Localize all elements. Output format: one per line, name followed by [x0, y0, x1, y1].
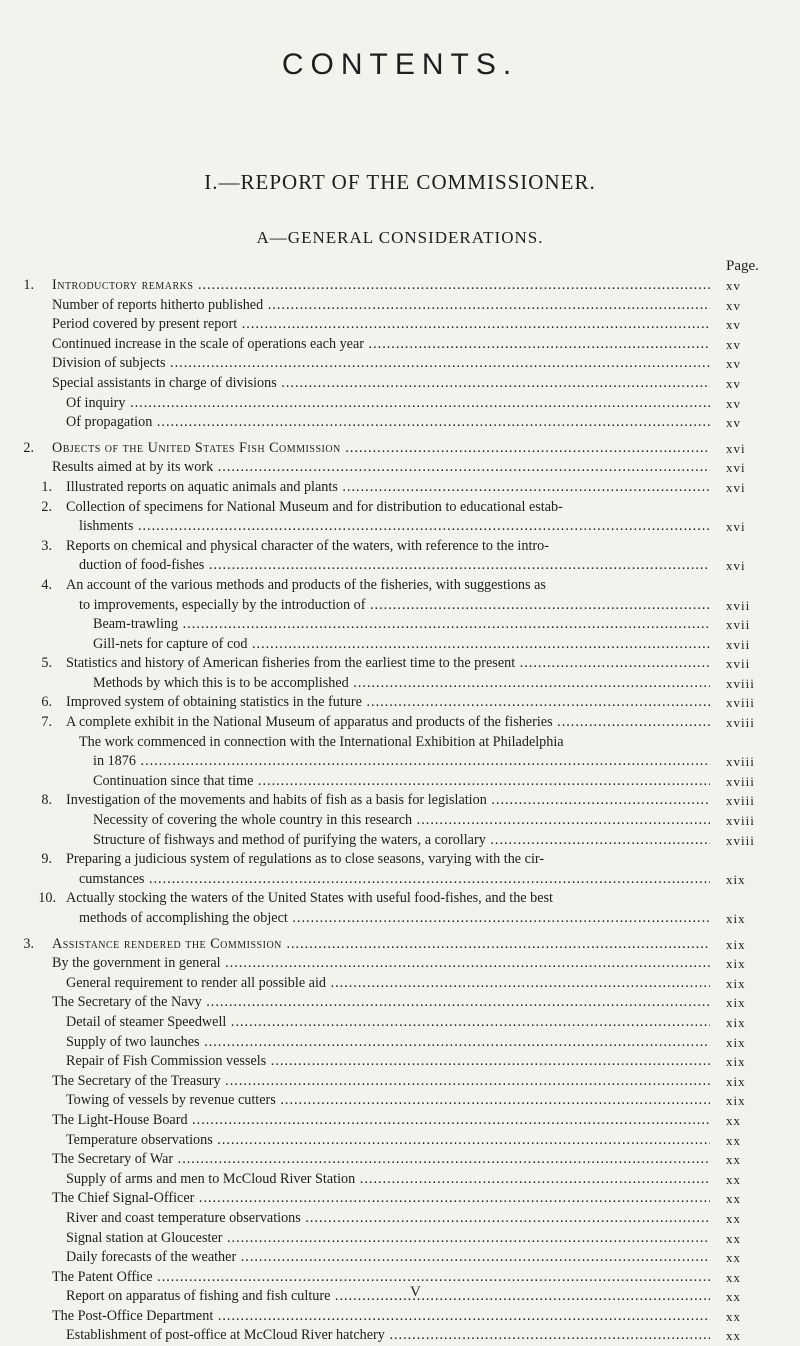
- toc-entry: [0, 1111, 800, 1131]
- toc-entry: [0, 713, 800, 733]
- toc-entry: [0, 517, 800, 537]
- toc-entry-page: xv: [726, 317, 741, 333]
- toc-entry: [0, 654, 800, 674]
- toc-entry-text: Objects of the United States Fish Commission .....: [52, 439, 710, 459]
- toc-entry-page: xvi: [726, 479, 746, 495]
- toc-entry-text: Structure of fishways and method of purifying the waters, a corollary .....: [93, 831, 710, 851]
- toc-entry: [0, 498, 800, 518]
- toc-entry: [0, 1033, 800, 1053]
- toc-entry-page: xvii: [726, 656, 751, 672]
- toc-entry-text: Of propagation .....: [66, 413, 710, 433]
- toc-entry: [0, 909, 800, 929]
- toc-entry-page: xv: [726, 297, 741, 313]
- toc-entry: [0, 733, 800, 753]
- toc-entry: [0, 1268, 800, 1288]
- toc-entry-text: Signal station at Gloucester .....: [66, 1229, 710, 1249]
- toc-entry-page: xx: [726, 1328, 741, 1344]
- toc-entry-page: xix: [726, 936, 746, 952]
- toc-entry-number: 8.: [41, 792, 52, 809]
- toc-entry: [0, 1170, 800, 1190]
- toc-entry-number: 4.: [41, 576, 52, 593]
- toc-entry: [0, 276, 800, 296]
- toc-entry-text: Necessity of covering the whole country in this research .....: [93, 811, 710, 831]
- toc-entry: [0, 596, 800, 616]
- toc-entry-page: xx: [726, 1112, 741, 1128]
- toc-entry-text: A complete exhibit in the National Museum of apparatus and products of the fisheries .....: [66, 713, 710, 733]
- toc-entry-text: in 1876 .....: [93, 752, 710, 772]
- toc-entry-text: Assistance rendered the Commission .....: [52, 935, 710, 955]
- toc-entry-text: Actually stocking the waters of the United States with useful food-fishes, and the best: [66, 890, 553, 907]
- toc-entry-page: xv: [726, 375, 741, 391]
- toc-entry-number: 7.: [41, 714, 52, 731]
- toc-entry-page: xix: [726, 1014, 746, 1030]
- toc-entry: [0, 335, 800, 355]
- toc-entry-text: The Light-House Board .....: [52, 1111, 710, 1131]
- toc-entry-text: Beam-trawling .....: [93, 615, 710, 635]
- toc-entry: [0, 1326, 800, 1346]
- toc-entry-page: xvii: [726, 617, 751, 633]
- toc-entry-page: xix: [726, 1073, 746, 1089]
- toc-entry-text: The Secretary of War .....: [52, 1150, 710, 1170]
- toc-entry-text: Temperature observations .....: [66, 1131, 710, 1151]
- toc-entry-number: 10.: [38, 890, 56, 907]
- toc-entry-number: 2.: [41, 498, 52, 515]
- toc-entry-text: Establishment of post-office at McCloud River hatchery .....: [66, 1326, 710, 1346]
- toc-entry-text: Report on apparatus of fishing and fish culture .....: [66, 1287, 710, 1307]
- toc-entry-page: xviii: [726, 754, 755, 770]
- table-of-contents: [0, 276, 800, 1346]
- toc-entry: [0, 1052, 800, 1072]
- toc-entry: [0, 831, 800, 851]
- toc-entry-page: xviii: [726, 813, 755, 829]
- toc-entry: [0, 374, 800, 394]
- toc-entry-page: xx: [726, 1132, 741, 1148]
- toc-entry-text: River and coast temperature observations .....: [66, 1209, 710, 1229]
- toc-entry-text: Period covered by present report .....: [52, 315, 710, 335]
- toc-entry: [0, 1072, 800, 1092]
- toc-entry-page: xviii: [726, 773, 755, 789]
- page-number: V: [410, 1284, 421, 1300]
- toc-entry-number: 3.: [41, 537, 52, 554]
- toc-entry-page: xv: [726, 278, 741, 293]
- toc-entry: [0, 974, 800, 994]
- toc-entry-number: 6.: [41, 694, 52, 711]
- toc-entry: [0, 315, 800, 335]
- toc-entry: [0, 1091, 800, 1111]
- toc-entry-text: Statistics and history of American fisheries from the earliest time to the present .....: [66, 654, 710, 674]
- toc-entry: [0, 954, 800, 974]
- toc-entry-number: 1.: [41, 478, 52, 495]
- toc-entry-text: lishments .....: [79, 517, 710, 537]
- toc-entry: [0, 1287, 800, 1307]
- toc-entry-page: xvii: [726, 597, 751, 613]
- toc-entry-text: Special assistants in charge of divisions .....: [52, 374, 710, 394]
- toc-entry: [0, 674, 800, 694]
- toc-entry-page: xvi: [726, 440, 746, 456]
- toc-entry: [0, 1189, 800, 1209]
- toc-entry-page: xix: [726, 975, 746, 991]
- toc-entry-page: xvi: [726, 519, 746, 535]
- toc-entry: [0, 1013, 800, 1033]
- toc-entry-page: xvii: [726, 636, 751, 652]
- toc-entry: [0, 296, 800, 316]
- toc-entry: [0, 693, 800, 713]
- toc-entry: [0, 537, 800, 557]
- toc-entry: [0, 811, 800, 831]
- toc-entry-page: xv: [726, 356, 741, 372]
- toc-entry-text: Gill-nets for capture of cod .....: [93, 635, 710, 655]
- toc-entry: [0, 1248, 800, 1268]
- toc-entry-text: duction of food-fishes .....: [79, 556, 710, 576]
- toc-entry-number: 3.: [23, 935, 34, 952]
- toc-entry-text: The Secretary of the Navy .....: [52, 993, 710, 1013]
- toc-entry-page: xv: [726, 415, 741, 431]
- toc-entry: [0, 458, 800, 478]
- toc-entry-text: Collection of specimens for National Museum and for distribution to educational estab-: [66, 498, 563, 515]
- toc-entry-text: General requirement to render all possible aid .....: [66, 974, 710, 994]
- section-heading: A—GENERAL CONSIDERATIONS.: [256, 228, 544, 247]
- toc-entry-page: xx: [726, 1308, 741, 1324]
- toc-entry-text: to improvements, especially by the introduction of .....: [79, 596, 710, 616]
- toc-entry: [0, 635, 800, 655]
- toc-entry-text: Illustrated reports on aquatic animals and plants .....: [66, 478, 710, 498]
- toc-entry-text: cumstances .....: [79, 870, 710, 890]
- toc-entry-text: Repair of Fish Commission vessels .....: [66, 1052, 710, 1072]
- toc-entry-page: xix: [726, 1054, 746, 1070]
- toc-entry-page: xix: [726, 871, 746, 887]
- toc-entry: [0, 889, 800, 909]
- toc-entry-number: 9.: [41, 851, 52, 868]
- toc-entry-text: Number of reports hitherto published .....: [52, 296, 710, 316]
- toc-entry: [0, 850, 800, 870]
- toc-entry: [0, 1150, 800, 1170]
- toc-entry-page: xx: [726, 1230, 741, 1246]
- toc-entry-text: Improved system of obtaining statistics in the future .....: [66, 693, 710, 713]
- toc-entry-number: 5.: [41, 655, 52, 672]
- toc-entry: [0, 1229, 800, 1249]
- toc-entry-page: xx: [726, 1191, 741, 1207]
- toc-entry-text: Investigation of the movements and habits of fish as a basis for legislation .....: [66, 791, 710, 811]
- toc-entry-text: An account of the various methods and products of the fisheries, with suggestions as: [66, 576, 546, 593]
- toc-entry-text: The work commenced in connection with the International Exhibition at Philadelphia: [79, 733, 564, 750]
- toc-entry-text: Towing of vessels by revenue cutters .....: [66, 1091, 710, 1111]
- toc-entry-page: xix: [726, 911, 746, 926]
- toc-entry: [0, 394, 800, 414]
- toc-entry-text: Introductory remarks .....: [52, 276, 710, 296]
- toc-entry: [0, 1131, 800, 1151]
- toc-entry: [0, 752, 800, 772]
- toc-entry-page: xx: [726, 1152, 741, 1168]
- toc-entry: [0, 870, 800, 890]
- toc-entry: [0, 772, 800, 792]
- toc-entry-page: xix: [726, 995, 746, 1011]
- toc-entry-page: xviii: [726, 793, 755, 809]
- toc-entry: [0, 354, 800, 374]
- toc-entry-page: xvi: [726, 558, 746, 574]
- part-heading: I.—REPORT OF THE COMMISSIONER.: [204, 170, 596, 194]
- toc-entry: [0, 993, 800, 1013]
- toc-entry: [0, 615, 800, 635]
- toc-entry-page: xviii: [726, 832, 755, 848]
- toc-entry-text: Results aimed at by its work .....: [52, 458, 710, 478]
- toc-entry-text: The Patent Office .....: [52, 1268, 710, 1288]
- toc-entry-page: xx: [726, 1250, 741, 1266]
- toc-entry-page: xx: [726, 1269, 741, 1285]
- toc-entry-page: xix: [726, 1034, 746, 1050]
- toc-entry-text: The Secretary of the Treasury .....: [52, 1072, 710, 1092]
- toc-entry-page: xix: [726, 1093, 746, 1109]
- page-column-label: Page.: [726, 258, 759, 274]
- toc-entry: [0, 1209, 800, 1229]
- toc-entry-text: Reports on chemical and physical character of the waters, with reference to the intro-: [66, 537, 549, 554]
- contents-title: CONTENTS.: [281, 48, 519, 81]
- toc-entry-page: xviii: [726, 675, 755, 691]
- toc-entry-text: Daily forecasts of the weather .....: [66, 1248, 710, 1268]
- toc-entry-text: Of inquiry .....: [66, 394, 710, 414]
- toc-entry-text: Methods by which this is to be accomplished .....: [93, 674, 710, 694]
- toc-entry-number: 2.: [23, 439, 34, 456]
- toc-entry: [0, 791, 800, 811]
- toc-entry-text: Supply of two launches .....: [66, 1033, 710, 1053]
- toc-entry-page: xx: [726, 1210, 741, 1226]
- toc-entry-text: Continuation since that time .....: [93, 772, 710, 792]
- toc-entry-text: Supply of arms and men to McCloud River Station .....: [66, 1170, 710, 1190]
- toc-entry: [0, 478, 800, 498]
- toc-entry: [0, 413, 800, 433]
- toc-entry-text: The Chief Signal-Officer .....: [52, 1189, 710, 1209]
- toc-entry-text: Preparing a judicious system of regulations as to close seasons, varying with the cir-: [66, 851, 545, 868]
- toc-entry-text: Detail of steamer Speedwell .....: [66, 1013, 710, 1033]
- toc-entry-text: By the government in general .....: [52, 954, 710, 974]
- toc-entry: [0, 439, 800, 459]
- toc-entry: [0, 1307, 800, 1327]
- toc-entry-text: Continued increase in the scale of operations each year .....: [52, 335, 710, 355]
- toc-entry-text: The Post-Office Department .....: [52, 1307, 710, 1327]
- toc-entry: [0, 935, 800, 955]
- toc-entry: [0, 576, 800, 596]
- toc-entry-text: methods of accomplishing the object .....: [79, 909, 710, 929]
- toc-entry-number: 1.: [23, 277, 34, 293]
- toc-entry-page: xv: [726, 395, 741, 411]
- toc-entry-page: xvi: [726, 460, 746, 476]
- toc-entry-text: Division of subjects .....: [52, 354, 710, 374]
- toc-entry-page: xx: [726, 1289, 741, 1305]
- toc-entry-page: xviii: [726, 715, 755, 731]
- toc-entry-page: xx: [726, 1171, 741, 1187]
- toc-entry-page: xv: [726, 336, 741, 352]
- toc-entry: [0, 556, 800, 576]
- toc-entry-page: xviii: [726, 695, 755, 711]
- toc-entry-page: xix: [726, 956, 746, 972]
